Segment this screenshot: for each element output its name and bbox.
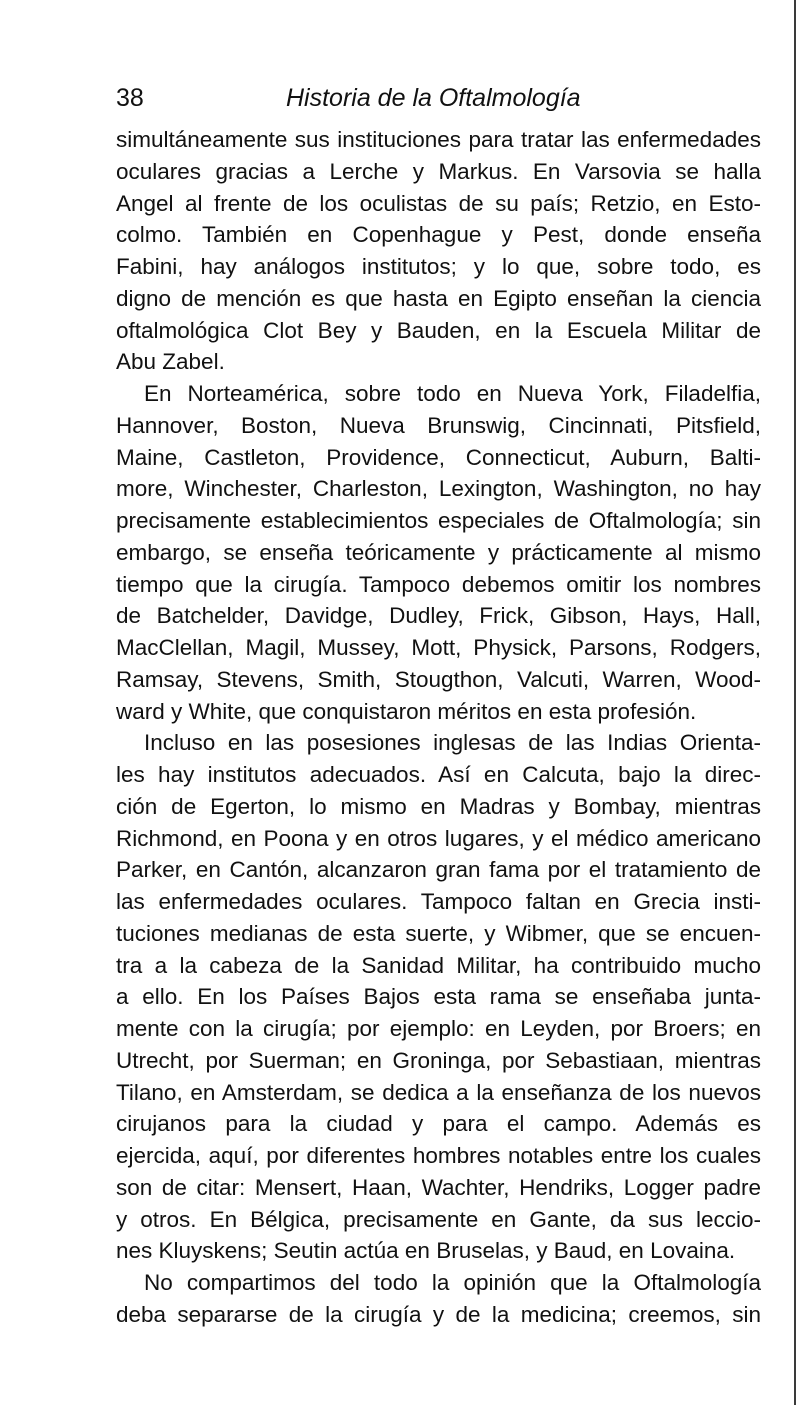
text-line: a ello. En los Países Bajos esta rama se enseñaba junta- [116, 984, 761, 1010]
text-line: colmo. También en Copenhague y Pest, donde enseña [116, 222, 761, 248]
page-edge-line [794, 0, 796, 1405]
text-line: oculares gracias a Lerche y Markus. En Varsovia se halla [116, 158, 761, 184]
text-line: deba separarse de la cirugía y de la medicina; creemos, sin [116, 1301, 761, 1327]
text-line: Utrecht, por Suerman; en Groninga, por Sebastiaan, mientras [116, 1047, 761, 1073]
text-line: nes Kluyskens; Seutin actúa en Bruselas, y Baud, en Lovaina. [116, 1238, 736, 1264]
text-line: cirujanos para la ciudad y para el campo. Además es [116, 1111, 761, 1137]
text-line: ward y White, que conquistaron méritos en esta profesión. [116, 698, 697, 724]
text-line: Tilano, en Amsterdam, se dedica a la enseñanza de los nuevos [116, 1079, 761, 1105]
text-line: tra a la cabeza de la Sanidad Militar, ha contribuido mucho [116, 952, 761, 978]
body-text [116, 124, 761, 1331]
text-line: les hay institutos adecuados. Así en Calcuta, bajo la direc- [116, 762, 761, 787]
text-line: ejercida, aquí, por diferentes hombres notables entre los cuales [116, 1143, 761, 1168]
text-line: En Norteamérica, sobre todo en Nueva York, Filadelfia, [144, 381, 761, 406]
text-line: MacClellan, Magil, Mussey, Mott, Physick, Parsons, Rodgers, [116, 635, 761, 660]
text-line: more, Winchester, Charleston, Lexington, Washington, no hay [116, 476, 761, 502]
text-line: Incluso en las posesiones inglesas de las Indias Orienta- [144, 730, 761, 756]
text-line: de Batchelder, Davidge, Dudley, Frick, Gibson, Hays, Hall, [116, 603, 761, 629]
text-line: Angel al frente de los oculistas de su país; Retzio, en Esto- [116, 190, 761, 216]
text-line: mente con la cirugía; por ejemplo: en Leyden, por Broers; en [116, 1016, 761, 1041]
text-line: Fabini, hay análogos institutos; y lo que, sobre todo, es [116, 254, 761, 279]
text-line: No compartimos del todo la opinión que la Oftalmología [144, 1270, 761, 1295]
page-number: 38 [116, 84, 144, 112]
text-line: tiempo que la cirugía. Tampoco debemos omitir los nombres [116, 571, 761, 597]
text-line: oftalmológica Clot Bey y Bauden, en la Escuela Militar de [116, 317, 761, 343]
text-line: Maine, Castleton, Providence, Connecticut, Auburn, Balti- [116, 444, 761, 470]
text-line: digno de mención es que hasta en Egipto enseñan la ciencia [116, 285, 761, 311]
text-line: embargo, se enseña teóricamente y prácticamente al mismo [116, 539, 761, 565]
running-header [116, 80, 761, 116]
text-line: Abu Zabel. [116, 349, 225, 375]
text-line: simultáneamente sus instituciones para tratar las enfermedades [116, 127, 761, 152]
text-line: precisamente establecimientos especiales de Oftalmología; sin [116, 508, 761, 533]
running-title: Historia de la Oftalmología [286, 84, 581, 112]
text-line: Ramsay, Stevens, Smith, Stougthon, Valcuti, Warren, Wood- [116, 666, 761, 692]
text-line: son de citar: Mensert, Haan, Wachter, Hendriks, Logger padre [116, 1174, 761, 1200]
text-line: y otros. En Bélgica, precisamente en Gante, da sus leccio- [116, 1206, 761, 1232]
text-line: Hannover, Boston, Nueva Brunswig, Cincinnati, Pitsfield, [116, 412, 761, 438]
text-line: tuciones medianas de esta suerte, y Wibmer, que se encuen- [116, 920, 761, 946]
text-line: ción de Egerton, lo mismo en Madras y Bombay, mientras [116, 793, 761, 819]
text-line: Richmond, en Poona y en otros lugares, y el médico americano [116, 825, 761, 851]
text-line: Parker, en Cantón, alcanzaron gran fama por el tratamiento de [116, 857, 761, 883]
text-line: las enfermedades oculares. Tampoco faltan en Grecia insti- [116, 889, 761, 914]
